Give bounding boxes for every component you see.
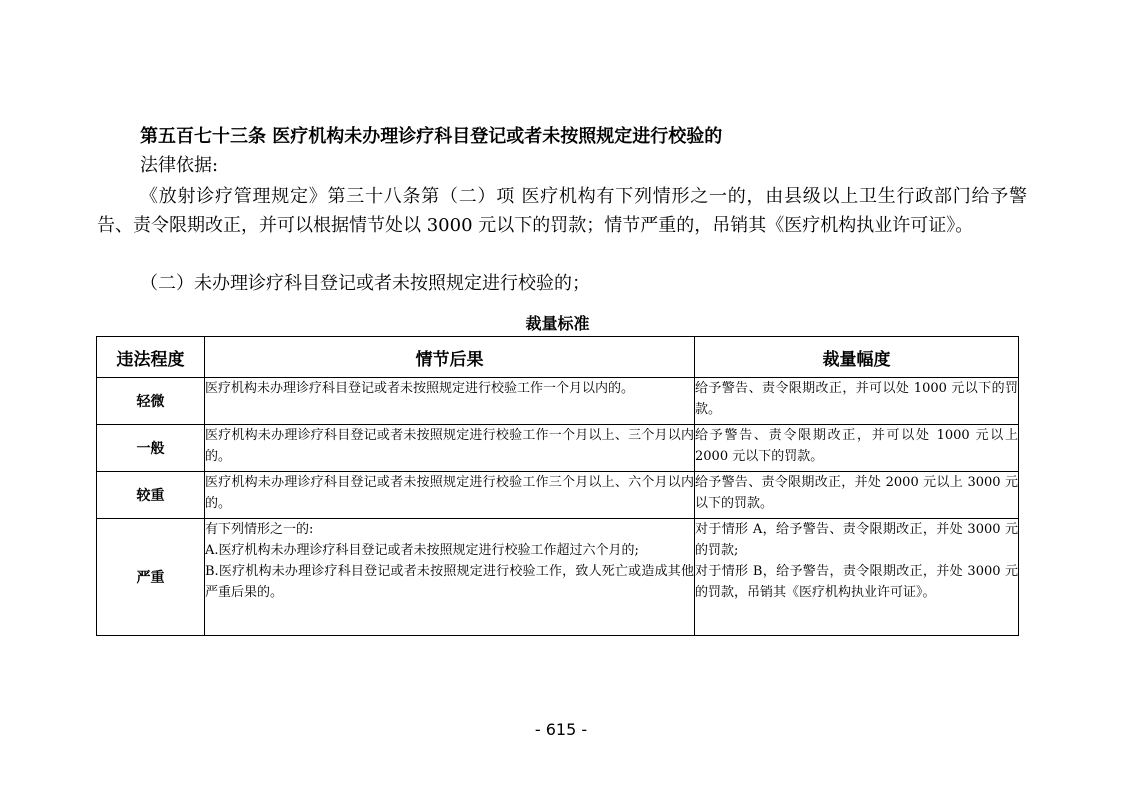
circumstance-line: 医疗机构未办理诊疗科目登记或者未按照规定进行校验工作一个月以上、三个月以内的。 xyxy=(205,428,694,464)
penalty-cell xyxy=(695,472,1019,519)
table-row xyxy=(97,378,1019,425)
legal-basis-text: 《放射诊疗管理规定》第三十八条第（二）项 医疗机构有下列情形之一的，由县级以上卫生行政部门给予警告、责令限期改正，并可以根据情节处以 3000 元以下的罚款；情节严重的，吊销其《医疗机构执业许可证》。 xyxy=(97,186,1027,236)
legal-basis-label: 法律依据: xyxy=(140,155,219,176)
circumstance-cell xyxy=(205,472,695,519)
header-circumstance: 情节后果 xyxy=(205,337,695,378)
discretion-standard-table xyxy=(96,336,1019,636)
penalty-cell xyxy=(695,378,1019,425)
violation-level: 较重 xyxy=(97,472,205,519)
penalty-line: 给予警告、责令限期改正，并可以处 1000 元以上 2000 元以下的罚款。 xyxy=(695,428,1018,464)
table-row xyxy=(97,425,1019,472)
circumstance-line: 有下列情形之一的: xyxy=(205,522,314,537)
header-penalty-range: 裁量幅度 xyxy=(695,337,1019,378)
circumstance-cell xyxy=(205,378,695,425)
penalty-line: 给予警告、责令限期改正，并处 2000 元以上 3000 元以下的罚款。 xyxy=(695,475,1018,511)
table-header-row xyxy=(97,337,1019,378)
penalty-cell xyxy=(695,425,1019,472)
table-row xyxy=(97,519,1019,636)
penalty-cell xyxy=(695,519,1019,636)
violation-level: 一般 xyxy=(97,425,205,472)
violation-level: 轻微 xyxy=(97,378,205,425)
circumstance-cell xyxy=(205,519,695,636)
article-title: 第五百七十三条 医疗机构未办理诊疗科目登记或者未按照规定进行校验的 xyxy=(140,126,723,147)
penalty-line: 对于情形 A，给予警告、责令限期改正，并处 3000 元的罚款; xyxy=(695,522,1018,558)
table-caption: 裁量标准 xyxy=(525,314,590,333)
header-violation-level: 违法程度 xyxy=(97,337,205,378)
violation-level: 严重 xyxy=(97,519,205,636)
penalty-line: 对于情形 B，给予警告，责令限期改正，并处 3000 元的罚款，吊销其《医疗机构执业许可证》。 xyxy=(695,564,1018,600)
legal-basis-item: （二）未办理诊疗科目登记或者未按照规定进行校验的； xyxy=(140,273,590,294)
circumstance-line: A.医疗机构未办理诊疗科目登记或者未按照规定进行校验工作超过六个月的; xyxy=(205,543,639,558)
circumstance-line: 医疗机构未办理诊疗科目登记或者未按照规定进行校验工作三个月以上、六个月以内的。 xyxy=(205,475,694,511)
table-row xyxy=(97,472,1019,519)
circumstance-cell xyxy=(205,425,695,472)
penalty-line: 给予警告、责令限期改正，并可以处 1000 元以下的罚款。 xyxy=(695,381,1018,417)
circumstance-line: B.医疗机构未办理诊疗科目登记或者未按照规定进行校验工作，致人死亡或造成其他严重后果的。 xyxy=(205,564,694,600)
page-number: - 615 - xyxy=(534,720,588,739)
circumstance-line: 医疗机构未办理诊疗科目登记或者未按照规定进行校验工作一个月以内的。 xyxy=(205,381,635,396)
